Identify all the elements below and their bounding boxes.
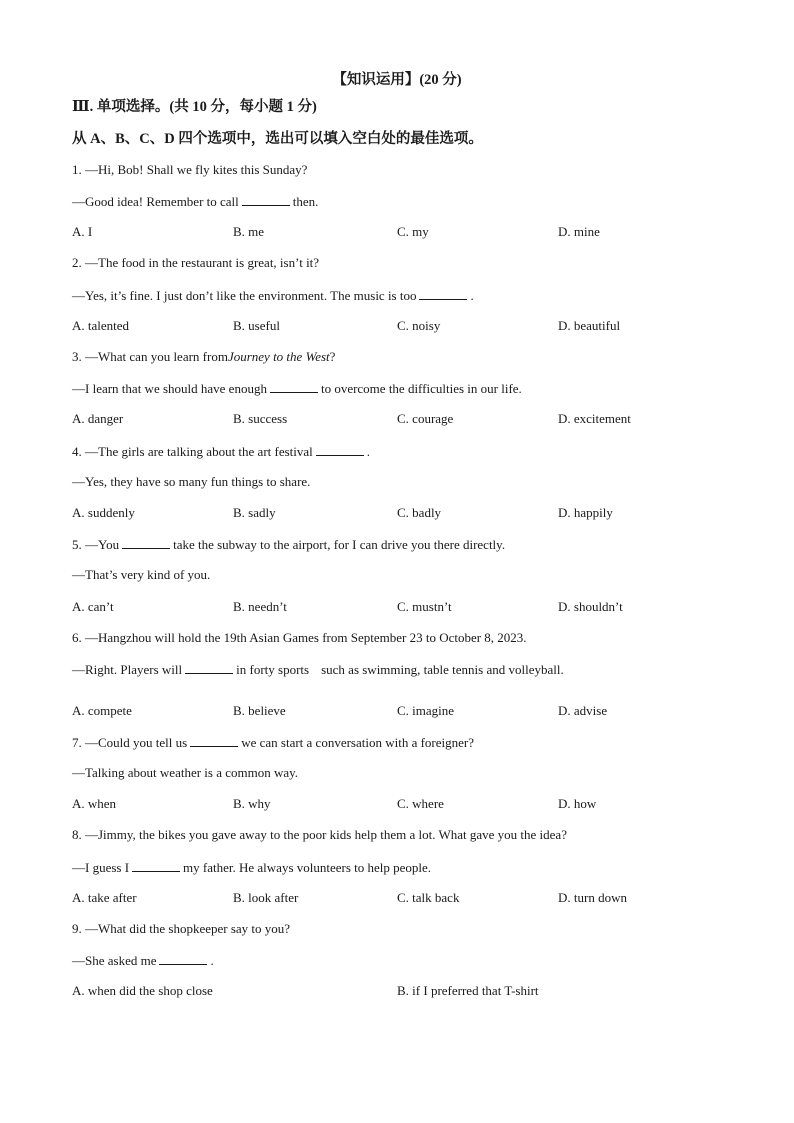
question-4-option-a: A. suddenly [72,505,135,520]
question-1-option-a: A. I [72,224,93,239]
answer-blank [242,193,290,206]
question-7-option-c: C. where [397,796,444,811]
question-7-prompt: 7. —Could you tell us we can start a conversation with a foreigner? [72,735,475,750]
question-8-option-a: A. take after [72,890,137,905]
question-1-prompt: 1. —Hi, Bob! Shall we fly kites this Sunday? [72,162,308,177]
answer-blank [419,287,467,300]
question-3-option-d: D. excitement [558,411,631,426]
question-9-prompt: 9. —What did the shopkeeper say to you? [72,921,291,936]
question-2-option-b: B. useful [233,318,280,333]
question-4-option-c: C. badly [397,505,442,520]
question-4-prompt: 4. —The girls are talking about the art festival . [72,444,371,459]
question-3-prompt: 3. —What can you learn fromJourney to the West? [72,349,336,364]
question-6-reply: —Right. Players will in forty sports such as swimming, table tennis and volleyball. [72,662,564,677]
answer-blank [159,952,207,965]
question-5-option-a: A. can’t [72,599,114,614]
question-2-prompt: 2. —The food in the restaurant is great, isn’t it? [72,255,320,270]
question-2-option-c: C. noisy [397,318,441,333]
section-title: 【知识运用】(20 分) [332,72,462,88]
question-3-option-c: C. courage [397,411,454,426]
question-9-option-a: A. when did the shop close [72,983,213,998]
answer-blank [190,734,238,747]
question-5-reply: —That’s very kind of you. [72,567,211,582]
question-5-option-c: C. mustn’t [397,599,452,614]
question-6-prompt: 6. —Hangzhou will hold the 19th Asian Games from September 23 to October 8, 2023. [72,630,527,645]
question-6-option-c: C. imagine [397,703,455,718]
question-5-option-b: B. needn’t [233,599,287,614]
question-7-option-d: D. how [558,796,597,811]
answer-blank [185,661,233,674]
question-8-option-d: D. turn down [558,890,627,905]
question-8-prompt: 8. —Jimmy, the bikes you gave away to the poor kids help them a lot. What gave you the idea? [72,827,567,842]
question-7-reply: —Talking about weather is a common way. [72,765,299,780]
question-4-option-d: D. happily [558,505,613,520]
question-6-option-a: A. compete [72,703,132,718]
question-8-reply: —I guess I my father. He always volunteers to help people. [72,860,432,875]
question-1-option-c: C. my [397,224,429,239]
part-heading: Ⅲ. 单项选择。(共 10 分，每小题 1 分) [72,99,317,115]
question-5-prompt: 5. —You take the subway to the airport, for I can drive you there directly. [72,537,506,552]
question-3-reply: —I learn that we should have enough to overcome the difficulties in our life. [72,381,522,396]
question-4-reply: —Yes, they have so many fun things to share. [72,474,311,489]
answer-blank [122,536,170,549]
question-3-option-b: B. success [233,411,288,426]
question-6-option-d: D. advise [558,703,608,718]
answer-blank [132,859,180,872]
book-title: Journey to the West [227,349,330,364]
instruction: 从 A、B、C、D 四个选项中，选出可以填入空白处的最佳选项。 [72,131,483,147]
question-2-option-d: D. beautiful [558,318,621,333]
answer-blank [270,380,318,393]
question-1-option-d: D. mine [558,224,600,239]
answer-blank [316,443,364,456]
question-8-option-c: C. talk back [397,890,460,905]
question-1-reply: —Good idea! Remember to call then. [72,194,319,209]
question-7-option-b: B. why [233,796,271,811]
question-9-reply: —She asked me . [72,953,214,968]
question-3-option-a: A. danger [72,411,124,426]
question-2-option-a: A. talented [72,318,130,333]
question-8-option-b: B. look after [233,890,299,905]
question-9-option-b: B. if I preferred that T-shirt [397,983,539,998]
question-1-option-b: B. me [233,224,265,239]
question-4-option-b: B. sadly [233,505,276,520]
question-2-reply: —Yes, it’s fine. I just don’t like the environment. The music is too . [72,288,474,303]
question-5-option-d: D. shouldn’t [558,599,623,614]
question-6-option-b: B. believe [233,703,286,718]
question-7-option-a: A. when [72,796,117,811]
